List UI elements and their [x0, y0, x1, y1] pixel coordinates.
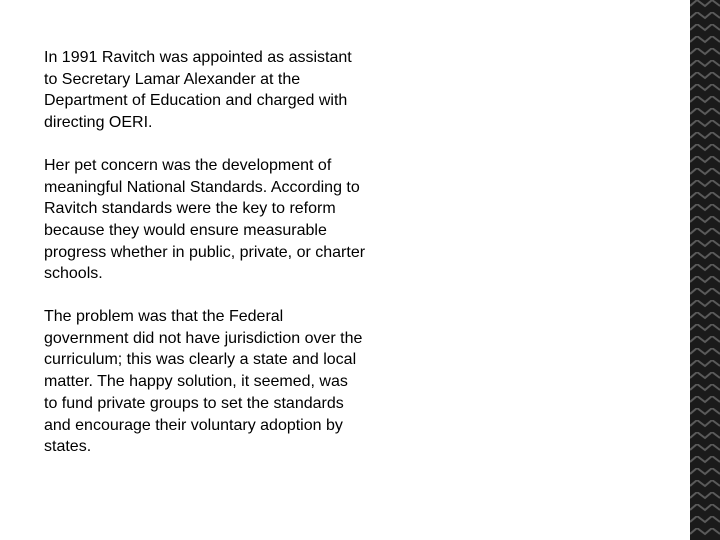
paragraph-national-standards: Her pet concern was the development of meaningful National Standards. According to Ravitch standards were the key to reform because they would ensure measurable progress whether in public, private, or charter schools. [44, 156, 366, 283]
paragraph-ravitch-appointment: In 1991 Ravitch was appointed as assistant to Secretary Lamar Alexander at the Department of Education and charged with directing OERI. [44, 49, 352, 132]
paragraph-federal-jurisdiction: The problem was that the Federal government did not have jurisdiction over the curriculum; this was clearly a state and local matter. The happy solution, it seemed, was to fund private groups to set the standards and encourage their voluntary adoption by states. [44, 308, 363, 456]
zigzag-pattern-icon [690, 0, 720, 540]
decorative-edge [690, 0, 720, 540]
slide-body [44, 47, 419, 479]
